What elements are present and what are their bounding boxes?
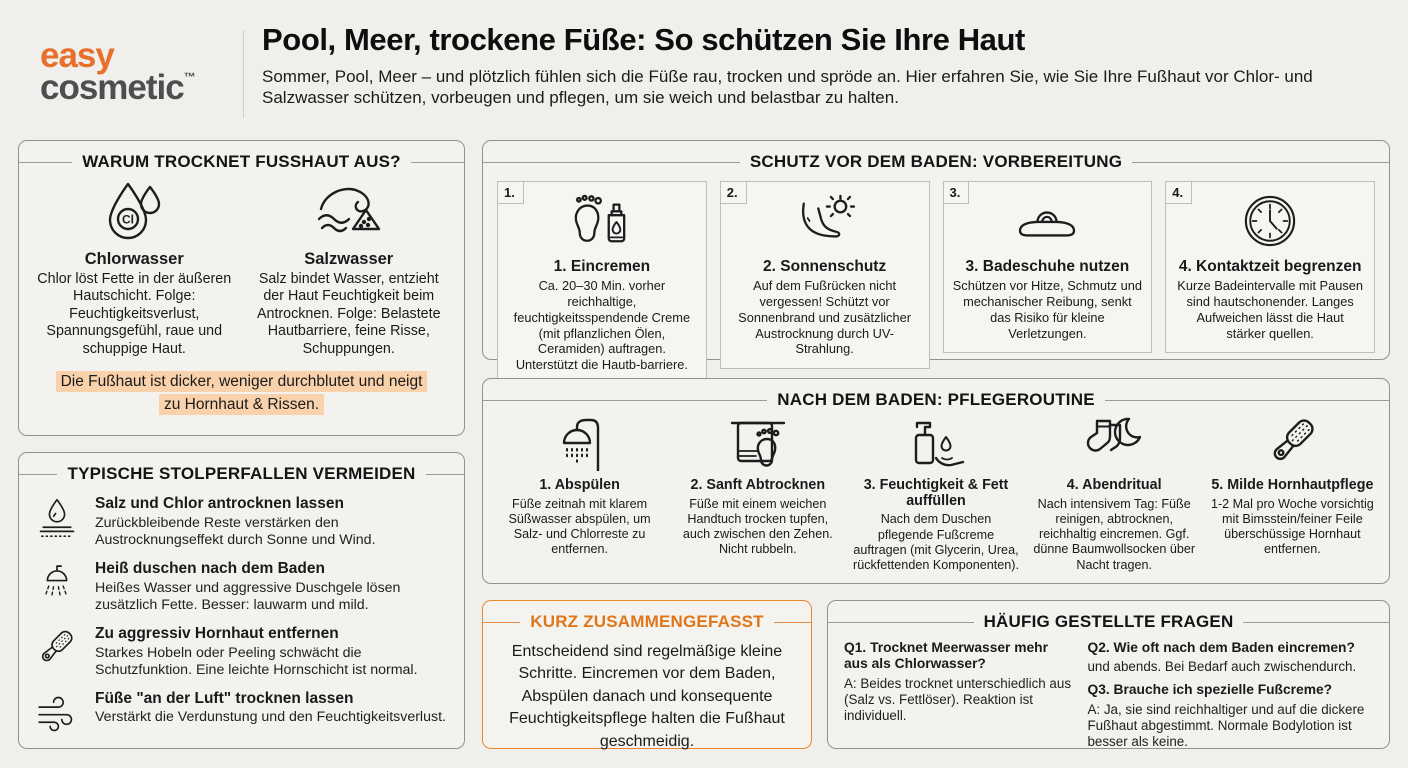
cause-text: Chlor löst Fette in der äußeren Hautschicht. Folge: Feuchtigkeitsverlust, Spannungsgefühl, raue und schuppige Haut. bbox=[37, 271, 232, 357]
routine-step-title: 1. Abspülen bbox=[539, 477, 620, 493]
cause-salzwasser bbox=[242, 178, 457, 358]
cause-columns bbox=[19, 172, 464, 358]
pitfall-texts bbox=[95, 560, 450, 614]
svg-text:Cl: Cl bbox=[122, 212, 135, 227]
section-title-summary: KURZ ZUSAMMENGEFASST bbox=[483, 612, 811, 632]
section-title-pitfalls: TYPISCHE STOLPERFALLEN VERMEIDEN bbox=[19, 464, 464, 484]
section-title-faq: HÄUFIG GESTELLTE FRAGEN bbox=[828, 612, 1389, 632]
section-pitfalls bbox=[18, 452, 465, 749]
cause-title: Chlorwasser bbox=[84, 250, 184, 268]
prep-card-text: Kurze Badeintervalle mit Pausen sind hautschonender. Langes Aufweichen lässt die Haut stärker quellen. bbox=[1177, 278, 1363, 341]
prep-card-eincremen bbox=[497, 181, 707, 385]
faq-column-right bbox=[1087, 640, 1373, 757]
routine-step-title: 4. Abendritual bbox=[1066, 477, 1162, 493]
faq-columns bbox=[828, 632, 1389, 757]
shower-icon bbox=[534, 415, 626, 471]
pitfall-texts bbox=[95, 495, 450, 549]
trademark-symbol: ™ bbox=[183, 70, 196, 85]
faq-answer: A: Ja, sie sind reichhaltiger und auf die dickere Fußhaut abgestimmt. Normale Bodylotion ist besser als keine. bbox=[1087, 701, 1365, 749]
section-preparation bbox=[482, 140, 1390, 373]
prep-card-badeschuhe bbox=[943, 181, 1153, 353]
key-fact-highlight: Die Fußhaut ist dicker, weniger durchblutet und neigt zu Hornhaut & Rissen. bbox=[56, 371, 428, 415]
header-divider bbox=[243, 30, 244, 118]
routine-step-text: Nach intensivem Tag: Füße reinigen, abtrocknen, reichhaltig eincremen. Ggf. dünne Baumwollsocken über Nacht tragen. bbox=[1033, 496, 1196, 572]
prep-card-text: Auf dem Fußrücken nicht vergessen! Schützt vor Sonnenbrand und zusätzlicher Austrocknung durch UV-Strahlung. bbox=[738, 278, 912, 357]
wind-icon bbox=[35, 690, 79, 738]
foot-sun-icon bbox=[777, 194, 873, 248]
prep-card-title: 1. Eincremen bbox=[553, 258, 651, 275]
card-number-badge: 3. bbox=[943, 181, 970, 204]
routine-step-text: Nach dem Duschen pflegende Fußcreme auftragen (mit Glycerin, Urea, rückfettenden Komponenten). bbox=[853, 512, 1019, 573]
brand-logo-cosmetic: cosmetic™ bbox=[40, 68, 196, 108]
prep-card-title: 4. Kontaktzeit begrenzen bbox=[1178, 258, 1362, 275]
cause-text: Salz bindet Wasser, entzieht der Haut Feuchtigkeit beim Antrocknen. Folge: Belastete Hautbarriere, feine Risse, Schuppungen. bbox=[256, 271, 441, 357]
brand-logo bbox=[40, 36, 196, 108]
drop-residue-icon bbox=[35, 495, 79, 543]
shower-spray-icon bbox=[35, 560, 79, 608]
pitfall-text: Verstärkt die Verdunstung und den Feuchtigkeitsverlust. bbox=[95, 709, 446, 726]
foot-cream-tube-icon bbox=[554, 194, 650, 248]
lotion-hand-icon bbox=[890, 415, 982, 471]
routine-steps bbox=[483, 410, 1389, 573]
pitfall-title: Heiß duschen nach dem Baden bbox=[95, 559, 325, 577]
section-routine bbox=[482, 378, 1390, 584]
pitfall-text: Heißes Wasser und aggressive Duschgele lösen zusätzlich Fette. Besser: lauwarm und mild. bbox=[95, 579, 401, 613]
routine-step-title: 5. Milde Hornhautpflege bbox=[1211, 477, 1374, 493]
routine-step-abspuelen bbox=[495, 415, 664, 558]
section-title-routine: NACH DEM BADEN: PFLEGEROUTINE bbox=[483, 390, 1389, 410]
cause-title: Salzwasser bbox=[304, 250, 394, 268]
prep-card-title: 3. Badeschuhe nutzen bbox=[965, 258, 1130, 275]
cause-chlorwasser bbox=[27, 178, 242, 358]
towel-footprint-icon bbox=[712, 415, 804, 471]
pitfall-title: Füße "an der Luft" trocknen lassen bbox=[95, 689, 354, 707]
section-summary bbox=[482, 600, 812, 749]
chlorine-water-drop-icon bbox=[86, 178, 182, 242]
prep-card-text: Schützen vor Hitze, Schmutz und mechanischer Reibung, senkt das Risiko für kleine Verletzungen. bbox=[952, 278, 1142, 341]
routine-step-text: 1-2 Mal pro Woche vorsichtig mit Bimsstein/feiner Feile überschüssige Hornhaut entfernen. bbox=[1210, 496, 1374, 557]
pitfall-title: Salz und Chlor antrocknen lassen bbox=[95, 495, 344, 512]
section-title-preparation: SCHUTZ VOR DEM BADEN: VORBEREITUNG bbox=[483, 152, 1389, 172]
routine-step-text: Füße zeitnah mit klarem Süßwasser abspülen, um Salz- und Chlorreste zu entfernen. bbox=[508, 496, 651, 557]
faq-question: Q3. Brauche ich spezielle Fußcreme? bbox=[1087, 682, 1333, 698]
bath-slipper-icon bbox=[999, 194, 1095, 248]
routine-step-feuchtigkeit bbox=[851, 415, 1020, 573]
foot-file-icon bbox=[1246, 415, 1338, 471]
card-number-badge: 1. bbox=[497, 181, 524, 204]
card-number-badge: 4. bbox=[1165, 181, 1192, 204]
pitfall-item bbox=[19, 679, 464, 738]
page-title: Pool, Meer, trockene Füße: So schützen Sie Ihre Haut bbox=[262, 22, 1025, 57]
brand-logo-easy: easy bbox=[40, 36, 114, 75]
section-faq bbox=[827, 600, 1390, 749]
faq-answer: A: Beides trocknet unterschiedlich aus (Salz vs. Fettlöser). Reaktion ist individuell. bbox=[844, 675, 1072, 723]
pitfall-title: Zu aggressiv Hornhaut entfernen bbox=[95, 624, 339, 642]
faq-answer: und abends. Bei Bedarf auch zwischendurch. bbox=[1087, 659, 1357, 675]
clock-icon bbox=[1222, 194, 1318, 248]
routine-step-abendritual bbox=[1030, 415, 1199, 573]
routine-step-abtrocknen bbox=[673, 415, 842, 558]
section-title-why: WARUM TROCKNET FUSSHAUT AUS? bbox=[19, 152, 464, 172]
faq-column-left bbox=[844, 640, 1071, 757]
pitfall-item bbox=[19, 549, 464, 614]
faq-question: Q1. Trocknet Meerwasser mehr aus als Chlorwasser? bbox=[844, 640, 1048, 672]
pitfall-item bbox=[19, 614, 464, 679]
key-fact bbox=[19, 370, 464, 417]
prep-card-sonnenschutz bbox=[720, 181, 930, 369]
pitfall-item bbox=[19, 484, 464, 549]
prep-card-text: Ca. 20–30 Min. vorher reichhaltige, feuchtigkeitsspendende Creme (mit pflanzlichen Ölen, Ceramiden) auftragen. Unterstützt die Hautb-barriere. bbox=[513, 278, 691, 373]
routine-step-title: 3. Feuchtigkeit & Fett auffüllen bbox=[863, 477, 1009, 509]
summary-text: Entscheidend sind regelmäßige kleine Schritte. Eincremen vor dem Baden, Abspülen danach und konsequente Feuchtigkeitspflege halten die Fußhaut geschmeidig. bbox=[509, 643, 785, 750]
section-why-dry-skin bbox=[18, 140, 465, 436]
foot-rasp-icon bbox=[35, 625, 79, 673]
prep-card-title: 2. Sonnenschutz bbox=[763, 258, 887, 275]
prep-card-kontaktzeit bbox=[1165, 181, 1375, 353]
prep-cards bbox=[483, 172, 1389, 385]
pitfall-text: Zurückbleibende Reste verstärken den Austrocknungseffekt durch Sonne und Wind. bbox=[95, 514, 376, 548]
routine-step-text: Füße mit einem weichen Handtuch trocken tupfen, auch zwischen den Zehen. Nicht rubbeln. bbox=[682, 496, 833, 557]
card-number-badge: 2. bbox=[720, 181, 747, 204]
pitfall-text: Starkes Hobeln oder Peeling schwächt die Schutzfunktion. Eine leichte Hornschicht ist normal. bbox=[95, 644, 418, 678]
page-subtitle: Sommer, Pool, Meer – und plötzlich fühlen sich die Füße rau, trocken und spröde an. Hier erfahren Sie, wie Sie Ihre Fußhaut vor Chlor- und Salzwasser schützen, vorbeugen und pflegen, um sie weich und belastbar zu halten. bbox=[262, 67, 1313, 108]
pitfall-texts bbox=[95, 625, 450, 679]
socks-moon-icon bbox=[1068, 415, 1160, 471]
routine-step-hornhautpflege bbox=[1208, 415, 1377, 558]
faq-question: Q2. Wie oft nach dem Baden eincremen? bbox=[1087, 640, 1355, 655]
routine-step-title: 2. Sanft Abtrocknen bbox=[690, 477, 826, 493]
wave-sand-icon bbox=[301, 178, 397, 242]
pitfall-texts bbox=[95, 690, 446, 727]
